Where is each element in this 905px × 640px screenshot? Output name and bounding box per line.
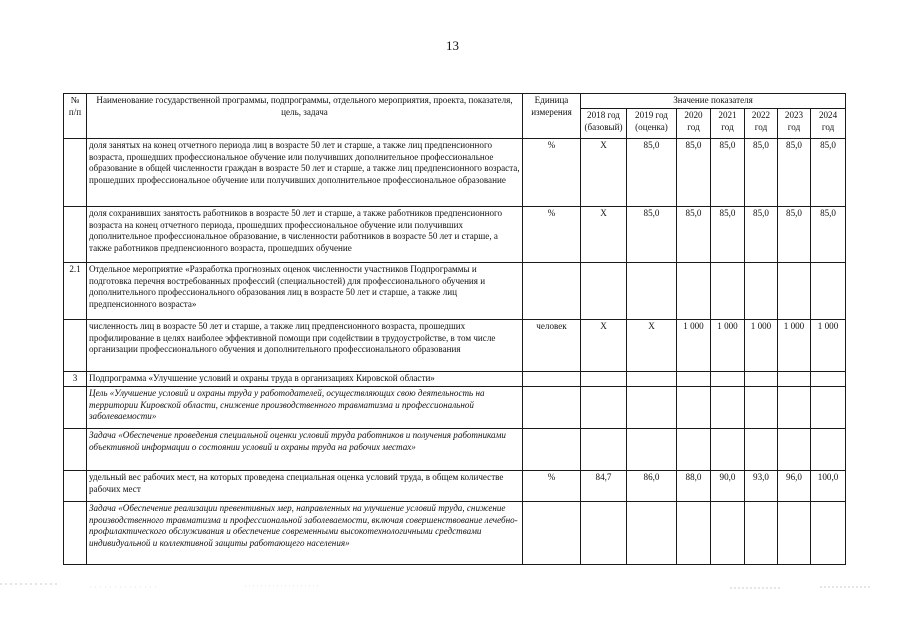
row-value: 1 000 (711, 320, 745, 372)
row-value: 85,0 (811, 139, 846, 207)
row-unit (523, 502, 581, 565)
row-value (627, 263, 677, 320)
row-name: Отдельное мероприятие «Разработка прогнозных оценок численности участников Подпрограммы и подготовка перечня востребованных профессий (специальностей) для профессионального обучения и дополнительного профессионального образования лиц в возрасте 50 лет и старше, а также лиц предпенсионного возраста» (87, 263, 523, 320)
header-year-label: 2023 (784, 110, 804, 120)
row-value (711, 387, 745, 429)
header-year-3 (711, 109, 745, 139)
header-year-note: год (754, 121, 768, 132)
row-num (64, 502, 87, 565)
row-value: 1 000 (811, 320, 846, 372)
row-value: 100,0 (811, 471, 846, 502)
row-value: 85,0 (811, 207, 846, 263)
header-year-note: год (787, 121, 801, 132)
header-year-label: 2020 (684, 110, 703, 120)
header-year-5 (778, 109, 811, 139)
row-num (64, 429, 87, 471)
row-value (811, 263, 846, 320)
row-value: 85,0 (778, 139, 811, 207)
row-value: 96,0 (778, 471, 811, 502)
table-row (64, 471, 846, 502)
row-value (627, 429, 677, 471)
row-value (811, 502, 846, 565)
table-row (64, 207, 846, 263)
row-value: 85,0 (711, 207, 745, 263)
row-value: 85,0 (745, 139, 778, 207)
row-unit (523, 429, 581, 471)
page-number: 13 (446, 38, 459, 53)
row-value (581, 263, 627, 320)
row-value (811, 372, 846, 387)
row-value (778, 263, 811, 320)
row-name: Подпрограмма «Улучшение условий и охраны труда в организациях Кировской области» (87, 372, 523, 387)
row-value: 86,0 (627, 471, 677, 502)
header-year-label: 2021 (718, 110, 737, 120)
row-value: 85,0 (778, 207, 811, 263)
table-row (64, 502, 846, 565)
header-year-1 (627, 109, 677, 139)
header-year-note: год (821, 121, 835, 132)
row-unit: % (523, 471, 581, 502)
table-row (64, 429, 846, 471)
row-name: Задача «Обеспечение проведения специальной оценки условий труда работников и получения работниками объективной информации о состоянии условий и охраны труда на рабочих местах» (87, 429, 523, 471)
row-value: 1 000 (745, 320, 778, 372)
row-value (677, 502, 711, 565)
header-year-4 (745, 109, 778, 139)
header-name: Наименование государственной программы, подпрограммы, отдельного мероприятия, проекта, показателя, цель, задача (87, 94, 523, 139)
header-year-note: (оценка) (635, 121, 668, 132)
row-value: 85,0 (677, 207, 711, 263)
scan-artifact (0, 578, 905, 592)
table-row (64, 387, 846, 429)
row-value: 85,0 (677, 139, 711, 207)
header-year-label: 2024 (818, 110, 838, 120)
row-unit (523, 263, 581, 320)
row-value (677, 263, 711, 320)
row-name: Цель «Улучшение условий и охраны труда у работодателей, осуществляющих свою деятельность на территории Кировской области, снижение производственного травматизма и профессиональной заболеваемости» (87, 387, 523, 429)
row-unit (523, 387, 581, 429)
header-unit: Единица измерения (523, 94, 581, 139)
header-year-label: 2022 (751, 110, 771, 120)
row-name: доля сохранивших занятость работников в возрасте 50 лет и старше, а также работников предпенсионного возраста на конец отчетного периода, прошедших профессиональное обучение или получивших дополнительное профессиональное образование, в численности работников в возрасте 50 лет и старше, а также работников предпенсионного возраста, прошедших обучение (87, 207, 523, 263)
row-value (581, 502, 627, 565)
header-year-label: 2018 год (587, 110, 620, 120)
row-value: 85,0 (745, 207, 778, 263)
row-value: 88,0 (677, 471, 711, 502)
table-row (64, 372, 846, 387)
indicators-table (63, 93, 846, 565)
table-row (64, 320, 846, 372)
header-year-label: 2019 год (635, 110, 668, 120)
row-value (745, 429, 778, 471)
row-num (64, 207, 87, 263)
row-value (778, 372, 811, 387)
row-unit: % (523, 139, 581, 207)
row-name: удельный вес рабочих мест, на которых проведена специальная оценка условий труда, в общем количестве рабочих мест (87, 471, 523, 502)
header-year-2 (677, 109, 711, 139)
row-value (581, 429, 627, 471)
row-value (711, 502, 745, 565)
row-value: 84,7 (581, 471, 627, 502)
row-num (64, 320, 87, 372)
row-value (677, 372, 711, 387)
row-name: Задача «Обеспечение реализации превентивных мер, направленных на улучшение условий труда, снижение производственного травматизма и профессиональной заболеваемости, включая совершенствование лечебно-профилактического обслуживания и обеспечение современными высокотехнологичными средствами индивидуальной и коллективной защиты работающего населения» (87, 502, 523, 565)
row-unit (523, 372, 581, 387)
row-num (64, 387, 87, 429)
row-value: 93,0 (745, 471, 778, 502)
row-value: Х (581, 139, 627, 207)
header-year-note: год (687, 121, 700, 132)
row-value: 1 000 (677, 320, 711, 372)
header-year-6 (811, 109, 846, 139)
row-value (627, 387, 677, 429)
row-value (627, 372, 677, 387)
row-value: 1 000 (778, 320, 811, 372)
row-value (711, 263, 745, 320)
row-value (711, 372, 745, 387)
row-num (64, 139, 87, 207)
row-value (745, 263, 778, 320)
header-values-group: Значение показателя (581, 94, 846, 109)
row-value (745, 372, 778, 387)
row-value: 90,0 (711, 471, 745, 502)
row-unit: человек (523, 320, 581, 372)
row-value (778, 429, 811, 471)
row-value (711, 429, 745, 471)
row-value (677, 387, 711, 429)
row-value (581, 372, 627, 387)
row-num (64, 471, 87, 502)
row-value: 85,0 (627, 139, 677, 207)
row-num: 3 (64, 372, 87, 387)
row-value: 85,0 (711, 139, 745, 207)
table-row (64, 139, 846, 207)
header-num: № п/п (64, 94, 87, 139)
row-value (778, 502, 811, 565)
row-value: Х (581, 207, 627, 263)
row-value: 85,0 (627, 207, 677, 263)
row-name: доля занятых на конец отчетного периода лиц в возрасте 50 лет и старше, а также лиц предпенсионного возраста, прошедших профессиональное обучение или получивших дополнительное профессиональное образование в общей численности граждан в возрасте 50 лет и старше, а также лиц предпенсионного возраста, прошедших профессиональное обучение или получивших дополнительное профессиональное образование (87, 139, 523, 207)
row-value (581, 387, 627, 429)
row-name: численность лиц в возрасте 50 лет и старше, а также лиц предпенсионного возраста, прошедших профилирование в целях наиболее эффективной помощи при содействии в трудоустройстве, в том числе организации профессионального обучения и дополнительного профессионального образования (87, 320, 523, 372)
row-value: Х (627, 320, 677, 372)
row-num: 2.1 (64, 263, 87, 320)
row-value (745, 502, 778, 565)
header-year-note: (базовый) (584, 121, 623, 132)
row-unit: % (523, 207, 581, 263)
row-value (627, 502, 677, 565)
row-value (778, 387, 811, 429)
row-value (811, 429, 846, 471)
row-value (677, 429, 711, 471)
row-value: Х (581, 320, 627, 372)
header-year-0 (581, 109, 627, 139)
header-year-note: год (721, 121, 734, 132)
table-row (64, 263, 846, 320)
row-value (745, 387, 778, 429)
row-value (811, 387, 846, 429)
